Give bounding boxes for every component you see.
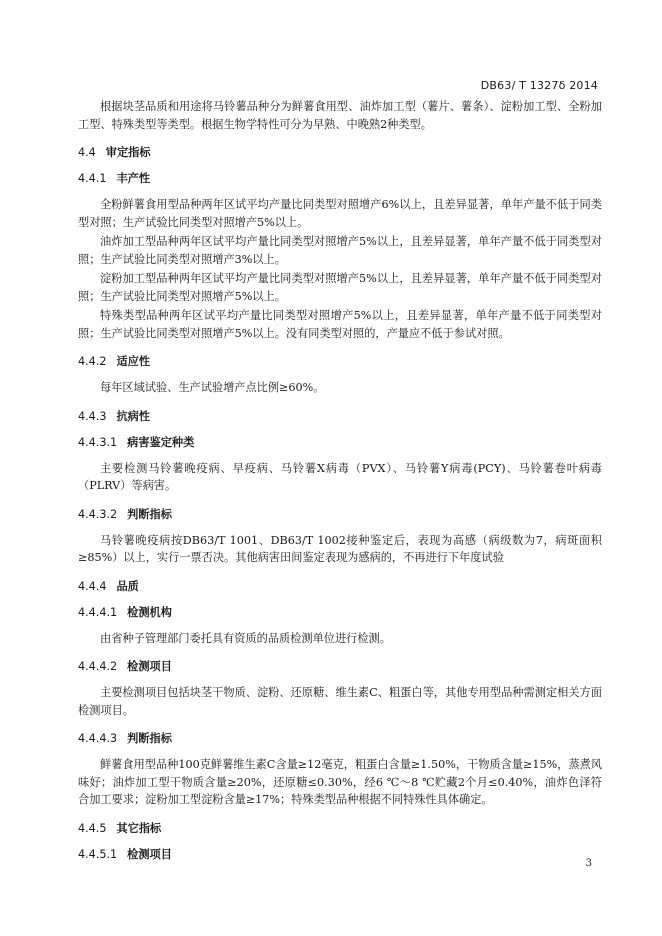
- document-body: [78, 98, 602, 863]
- heading-number: 4.4.1: [78, 172, 107, 185]
- paragraph-classification: 根据块茎品质和用途将马铃薯品种分为鲜薯食用型、油炸加工型（薯片、薯条）、淀粉加工型、全粉加工型、特殊类型等类型。根据生物学特性可分为早熟、中晚熟2种类型。: [78, 100, 602, 131]
- heading-number: 4.4.3.2: [78, 507, 118, 521]
- document-code: DB63/ T 1327δ 2014: [480, 79, 598, 92]
- heading-4-4-3-2: [78, 506, 602, 523]
- heading-number: 4.4.4.2: [78, 660, 118, 673]
- paragraph-test-items: 主要检测项目包括块茎干物质、淀粉、还原糖、维生素C、粗蛋白等，其他专用型品种需测定相关方面检测项目。: [78, 686, 602, 717]
- heading-title: 检测项目: [127, 660, 172, 673]
- heading-title: 判断指标: [127, 507, 172, 521]
- heading-title: 品质: [116, 579, 139, 593]
- heading-number: 4.4.5.1: [78, 847, 118, 861]
- heading-number: 4.4.3: [78, 409, 107, 423]
- paragraph-adaptability: 每年区域试验、生产试验增产点比例≥60%。: [100, 381, 325, 394]
- heading-number: 4.4.4.3: [78, 732, 118, 745]
- heading-number: 4.4: [78, 146, 96, 159]
- heading-4-4-2: [78, 353, 602, 370]
- heading-4-4-5: [78, 820, 602, 837]
- heading-4-4-5-1: [78, 846, 602, 863]
- heading-number: 4.4.3.1: [78, 435, 118, 449]
- paragraph-disease-criteria: 马铃薯晚疫病按DB63/T 1001、DB63/T 1002接种鉴定后，表现为高感（病级数为7，病斑面积≥85%）以上，实行一票否决。其他病害田间鉴定表现为感病的，不再进行下年度试验: [78, 533, 602, 564]
- heading-4-4-4-3: [78, 730, 602, 747]
- heading-title: 审定指标: [105, 146, 151, 159]
- heading-number: 4.4.5: [78, 821, 107, 835]
- page-number: 3: [585, 858, 592, 869]
- paragraph-yield-fried: 油炸加工型品种两年区试平均产量比同类型对照增产5%以上，且差异显著，单年产量不低于同类型对照；生产试验比同类型对照增产3%以上。: [78, 235, 602, 266]
- heading-title: 病害鉴定种类: [127, 435, 195, 449]
- heading-4-4-1: [78, 170, 602, 187]
- heading-4-4-4: [78, 578, 602, 595]
- heading-4-4: [78, 144, 602, 161]
- heading-title: 检测机构: [127, 605, 172, 619]
- heading-4-4-3-1: [78, 434, 602, 451]
- heading-title: 适应性: [116, 355, 151, 368]
- paragraph-yield-special: 特殊类型品种两年区试平均产量比同类型对照增产5%以上，且差异显著，单年产量不低于同类型对照；生产试验比同类型对照增产5%以上。没有同类型对照的，产量应不低于参试对照。: [78, 309, 602, 340]
- heading-title: 丰产性: [116, 172, 151, 185]
- paragraph-quality-criteria: 鲜薯食用型品种100克鲜薯维生素C含量≥12毫克，粗蛋白含量≥1.50%，干物质含量≥15%，蒸煮风味好；油炸加工型干物质含量≥20%，还原糖≤0.30%，经6 ℃～8 ℃贮藏2个月≤0.40%，油炸色泽符合加工要求；淀粉加工型淀粉含量≥17%；特殊类型品种根据不同特殊性具体确定。: [78, 758, 602, 806]
- heading-4-4-3: [78, 408, 602, 425]
- heading-number: 4.4.2: [78, 355, 107, 368]
- paragraph-test-agency: 由省种子管理部门委托具有资质的品质检测单位进行检测。: [100, 631, 391, 645]
- paragraph-yield-fresh: 全粉鲜薯食用型品种两年区试平均产量比同类型对照增产6%以上，且差异显著，单年产量不低于同类型对照；生产试验比同类型对照增产5%以上。: [78, 198, 602, 229]
- heading-4-4-4-1: [78, 604, 602, 621]
- heading-title: 检测项目: [127, 847, 172, 861]
- heading-title: 其它指标: [116, 821, 162, 835]
- heading-title: 判断指标: [127, 732, 172, 745]
- heading-number: 4.4.4: [78, 579, 107, 593]
- paragraph-yield-starch: 淀粉加工型品种两年区试平均产量比同类型对照增产5%以上，且差异显著，单年产量不低于同类型对照；生产试验比同类型对照增产5%以上。: [78, 272, 602, 303]
- heading-title: 抗病性: [116, 409, 151, 423]
- heading-4-4-4-2: [78, 658, 602, 675]
- heading-number: 4.4.4.1: [78, 605, 118, 619]
- paragraph-disease-types: 主要检测马铃薯晚疫病、早疫病、马铃薯X病毒（PVX）、马铃薯Y病毒(PCY)、马铃薯卷叶病毒（PLRV）等病害。: [78, 461, 602, 492]
